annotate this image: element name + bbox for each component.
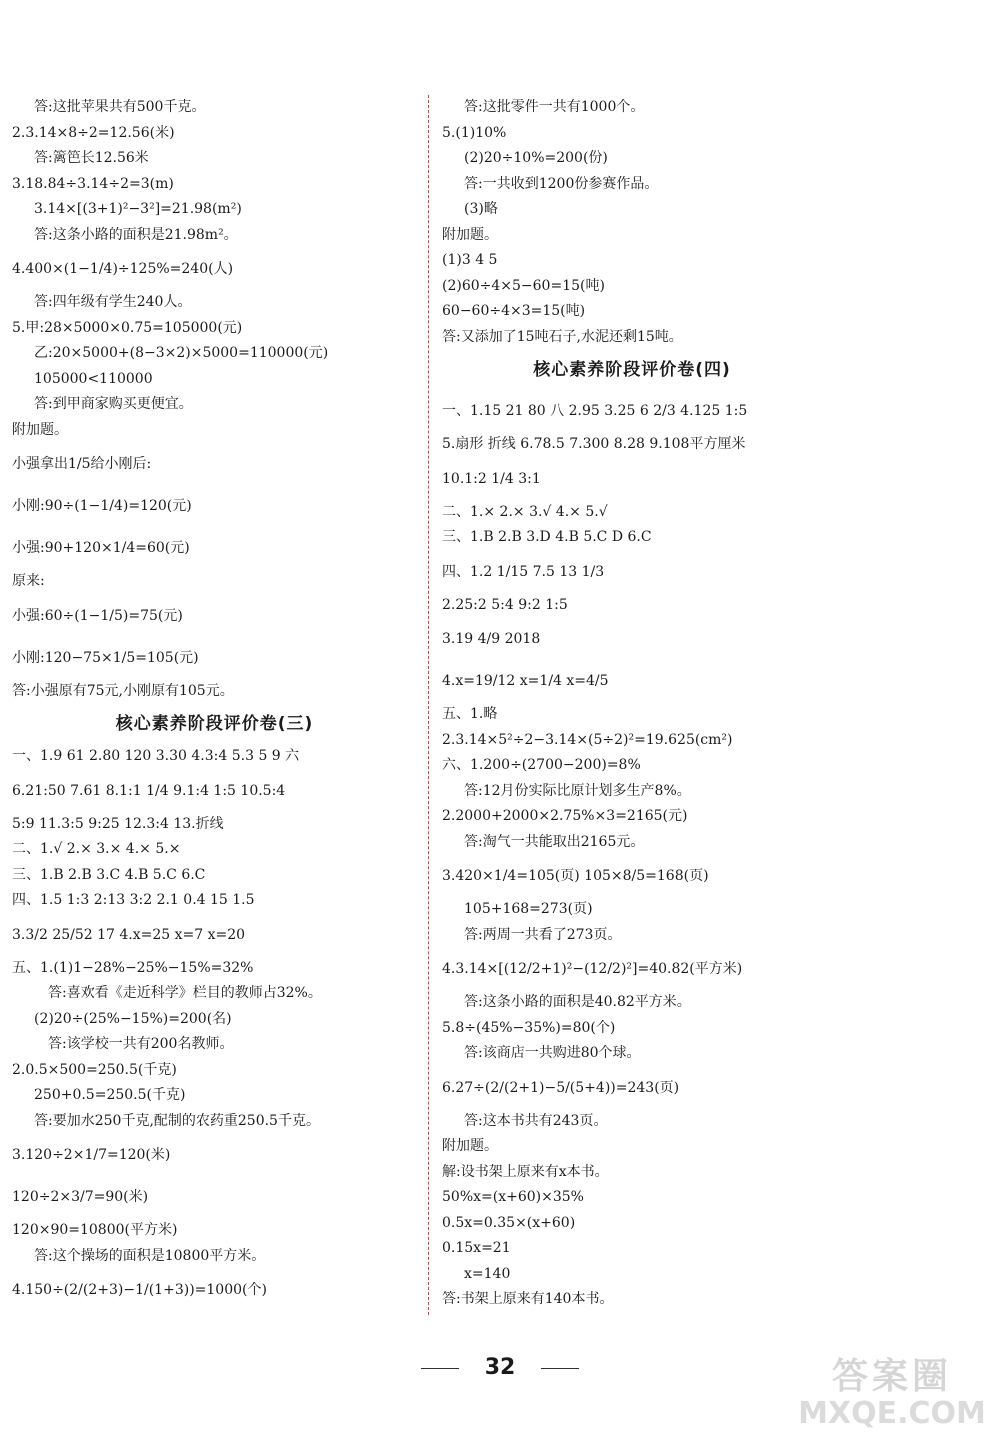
right-answer-line: 答:两周一共看了273页。 bbox=[464, 926, 622, 943]
right-answer-line: 答:淘气一共能取出2165元。 bbox=[464, 833, 645, 850]
right-answer-line: 50%x=(x+60)×35% bbox=[442, 1189, 584, 1205]
right-answer-line: 3.19 4/9 2018 bbox=[442, 631, 541, 647]
right-answer-line: 答:这批零件一共有1000个。 bbox=[464, 99, 645, 115]
left-answer-line: 3.14×[(3+1)²−3²]=21.98(m²) bbox=[34, 201, 242, 217]
right-answer-line: 105+168=273(页) bbox=[464, 901, 593, 917]
right-answer-line: 3.420×1/4=105(页) 105×8/5=168(页) bbox=[442, 868, 709, 884]
right-answer-line: 6.27÷(2/(2+1)−5/(5+4))=243(页) bbox=[442, 1079, 680, 1096]
right-answer-line: (3)略 bbox=[464, 201, 498, 217]
right-answer-line: x=140 bbox=[464, 1265, 511, 1282]
left-answer-line: 小强:60÷(1−1/5)=75(元) bbox=[12, 607, 183, 624]
right-answer-line: 附加题。 bbox=[442, 226, 498, 243]
right-answer-line: 答:又添加了15吨石子,水泥还剩15吨。 bbox=[442, 328, 683, 345]
left-answer-line: 一、1.9 61 2.80 120 3.30 4.3:4 5.3 5 9 六 bbox=[12, 748, 300, 764]
left-answer-line: 答:要加水250千克,配制的农药重250.5千克。 bbox=[34, 1112, 320, 1129]
left-answer-line: 五、1.(1)1−28%−25%−15%=32% bbox=[12, 959, 254, 976]
left-answer-line: 答:篱笆长12.56米 bbox=[34, 150, 149, 166]
right-answer-line: 答:这本书共有243页。 bbox=[464, 1112, 608, 1129]
left-answer-line: 4.400×(1−1/4)÷125%=240(人) bbox=[12, 261, 234, 277]
right-answer-line: 0.15x=21 bbox=[442, 1240, 511, 1256]
left-answer-line: 3.120÷2×1/7=120(米) bbox=[12, 1147, 171, 1163]
left-answer-line: 原来: bbox=[12, 573, 45, 589]
right-answer-line: 0.5x=0.35×(x+60) bbox=[442, 1214, 576, 1231]
right-answer-line: 六、1.200÷(2700−200)=8% bbox=[442, 757, 641, 773]
right-answer-line: 五、1.略 bbox=[442, 706, 498, 722]
left-answer-line: 四、1.5 1:3 2:13 3:2 2.1 0.4 15 1.5 bbox=[12, 892, 255, 908]
left-answer-line: 答:这个操场的面积是10800平方米。 bbox=[34, 1247, 266, 1264]
right-answer-line: 5.扇形 折线 6.78.5 7.300 8.28 9.108平方厘米 bbox=[442, 436, 746, 452]
left-answer-line: 120×90=10800(平方米) bbox=[12, 1222, 178, 1238]
left-answer-line: 6.21:50 7.61 8.1:1 1/4 9.1:4 1:5 10.5:4 bbox=[12, 782, 286, 799]
right-answer-line: 10.1:2 1/4 3:1 bbox=[442, 470, 541, 487]
left-answer-line: 答:这条小路的面积是21.98m²。 bbox=[34, 226, 238, 243]
left-column bbox=[12, 95, 417, 1311]
right-answer-line: 60−60÷4×3=15(吨) bbox=[442, 303, 586, 319]
right-answer-line: (2)20÷10%=200(份) bbox=[464, 150, 608, 166]
right-answer-line: 答:该商店一共购进80个球。 bbox=[464, 1045, 641, 1061]
section-heading: 核心素养阶段评价卷(四) bbox=[533, 360, 731, 380]
page-number: 32 bbox=[484, 1355, 516, 1380]
left-answer-line: 小刚:120−75×1/5=105(元) bbox=[12, 649, 199, 666]
left-answer-line: 三、1.B 2.B 3.C 4.B 5.C 6.C bbox=[12, 866, 206, 883]
right-answer-line: 2.25:2 5:4 9:2 1:5 bbox=[442, 596, 568, 613]
footer-dash-left bbox=[421, 1368, 459, 1369]
right-answer-line: (1)3 4 5 bbox=[442, 252, 498, 268]
left-answer-line: 105000<110000 bbox=[34, 370, 153, 387]
right-answer-line: 三、1.B 2.B 3.D 4.B 5.C D 6.C bbox=[442, 529, 652, 545]
right-answer-line: 一、1.15 21 80 八 2.95 3.25 6 2/3 4.125 1:5 bbox=[442, 403, 748, 419]
left-answer-line: 120÷2×3/7=90(米) bbox=[12, 1189, 149, 1205]
left-answer-line: 5:9 11.3:5 9:25 12.3:4 13.折线 bbox=[12, 815, 224, 832]
left-answer-line: 小刚:90÷(1−1/4)=120(元) bbox=[12, 498, 192, 514]
left-answer-line: 答:这批苹果共有500千克。 bbox=[34, 99, 206, 115]
right-answer-line: 5.(1)10% bbox=[442, 124, 507, 141]
right-answer-line: 4.x=19/12 x=1/4 x=4/5 bbox=[442, 673, 609, 689]
right-answer-line: 5.8÷(45%−35%)=80(个) bbox=[442, 1019, 616, 1036]
left-answer-line: 250+0.5=250.5(千克) bbox=[34, 1087, 186, 1103]
right-answer-line: 附加题。 bbox=[442, 1138, 498, 1154]
left-answer-line: 2.3.14×8÷2=12.56(米) bbox=[12, 124, 175, 141]
left-answer-line: 乙:20×5000+(8−3×2)×5000=110000(元) bbox=[34, 345, 329, 361]
right-column bbox=[442, 95, 822, 1313]
left-answer-line: 4.150÷(2/(2+3)−1/(1+3))=1000(个) bbox=[12, 1282, 267, 1298]
watermark-title: 答案圈 bbox=[831, 1356, 952, 1397]
right-answer-line: 解:设书架上原来有x本书。 bbox=[442, 1163, 609, 1180]
left-answer-line: 答:小强原有75元,小刚原有105元。 bbox=[12, 682, 234, 699]
left-answer-line: 附加题。 bbox=[12, 421, 68, 438]
left-answer-line: 答:四年级有学生240人。 bbox=[34, 294, 192, 310]
right-answer-line: 答:一共收到1200份参赛作品。 bbox=[464, 175, 659, 192]
left-answer-line: 2.0.5×500=250.5(千克) bbox=[12, 1061, 177, 1078]
column-divider bbox=[428, 95, 429, 1315]
right-answer-line: 2.3.14×5²÷2−3.14×(5÷2)²=19.625(cm²) bbox=[442, 731, 733, 748]
section-heading: 核心素养阶段评价卷(三) bbox=[115, 714, 314, 734]
left-answer-line: (2)20÷(25%−15%)=200(名) bbox=[34, 1010, 232, 1027]
footer-dash-right bbox=[541, 1368, 579, 1369]
left-answer-line: 3.3/2 25/52 17 4.x=25 x=7 x=20 bbox=[12, 926, 246, 943]
watermark-logo bbox=[792, 1348, 992, 1438]
right-answer-line: 答:12月份实际比原计划多生产8%。 bbox=[464, 782, 691, 799]
left-answer-line: 小强拿出1/5给小刚后: bbox=[12, 456, 152, 472]
left-answer-line: 答:该学校一共有200名教师。 bbox=[48, 1036, 234, 1052]
left-answer-line: 二、1.√ 2.× 3.× 4.× 5.× bbox=[12, 841, 181, 857]
right-answer-line: (2)60÷4×5−60=15(吨) bbox=[442, 277, 605, 294]
right-answer-line: 四、1.2 1/15 7.5 13 1/3 bbox=[442, 563, 605, 580]
right-answer-line: 答:这条小路的面积是40.82平方米。 bbox=[464, 994, 691, 1010]
right-answer-line: 4.3.14×[(12/2+1)²−(12/2)²]=40.82(平方米) bbox=[442, 961, 743, 977]
left-answer-line: 答:喜欢看《走近科学》栏目的教师占32%。 bbox=[48, 985, 322, 1001]
right-answer-line: 答:书架上原来有140本书。 bbox=[442, 1291, 614, 1307]
left-answer-line: 答:到甲商家购买更便宜。 bbox=[34, 396, 193, 412]
left-answer-line: 3.18.84÷3.14÷2=3(m) bbox=[12, 175, 174, 192]
watermark-url: MXQE.COM bbox=[798, 1396, 986, 1431]
right-answer-line: 2.2000+2000×2.75%×3=2165(元) bbox=[442, 808, 688, 824]
left-answer-line: 5.甲:28×5000×0.75=105000(元) bbox=[12, 319, 243, 336]
right-answer-line: 二、1.× 2.× 3.√ 4.× 5.√ bbox=[442, 503, 608, 520]
left-answer-line: 小强:90+120×1/4=60(元) bbox=[12, 540, 190, 556]
